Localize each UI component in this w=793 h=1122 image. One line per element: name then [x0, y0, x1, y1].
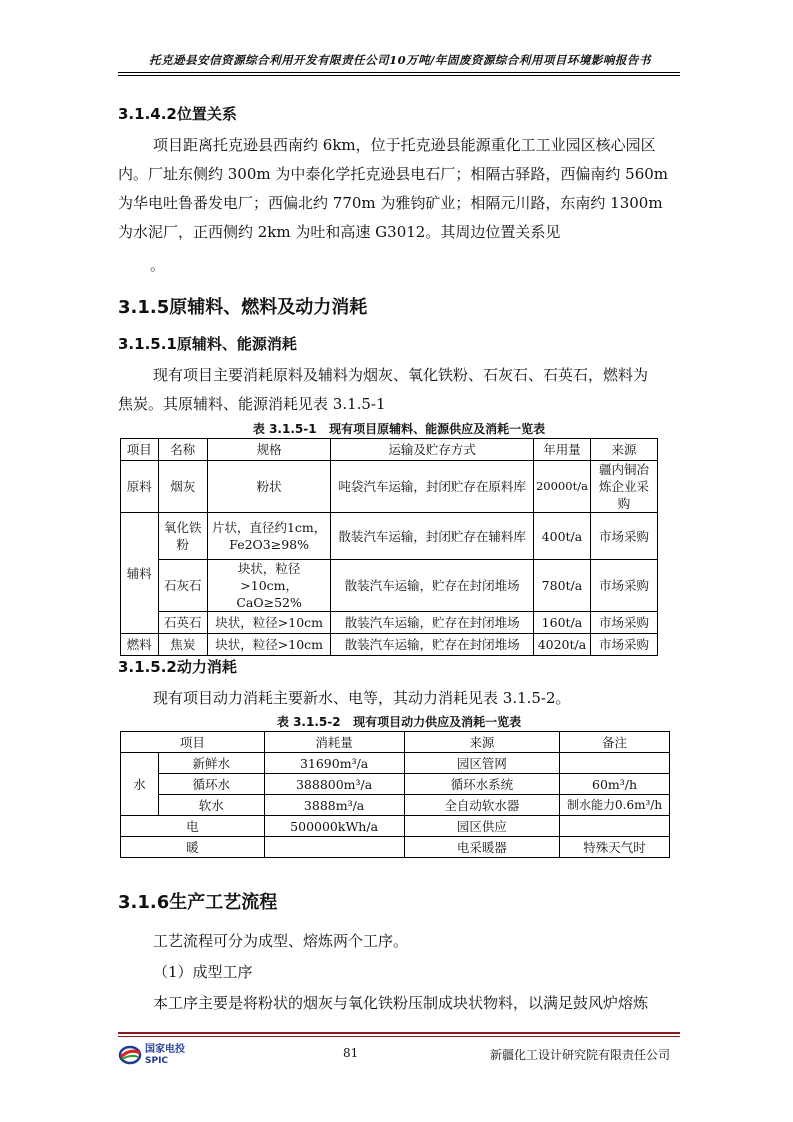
logo-cn: 国家电投	[145, 1044, 185, 1055]
paragraph-line: 现有项目主要消耗原料及辅料为烟灰、氧化铁粉、石灰石、石英石，燃料为	[153, 366, 649, 384]
cell-source: 市场采购	[590, 560, 657, 612]
cell-amount: 780t/a	[533, 560, 590, 612]
table-power-consumption	[120, 731, 670, 858]
cell-amount: 160t/a	[533, 612, 590, 634]
cell-source: 电采暖器	[404, 837, 560, 858]
cell-item: 新鲜水	[158, 753, 264, 774]
spic-logo	[118, 1043, 188, 1067]
table-row	[121, 612, 658, 634]
group-cell: 水	[121, 753, 159, 816]
header-rule	[118, 72, 680, 73]
cell-source: 全自动软水器	[404, 795, 560, 816]
column-header: 来源	[404, 732, 560, 753]
cell-amount: 400t/a	[533, 513, 590, 560]
header-rule-thin	[118, 75, 680, 76]
cell-spec: 粉状	[208, 461, 331, 513]
cell-source: 循环水系统	[404, 774, 560, 795]
cell-transport: 散装汽车运输，贮存在封闭堆场	[331, 560, 534, 612]
cell-source: 疆内铜冶炼企业采购	[590, 461, 657, 513]
cell-transport: 散装汽车运输，封闭贮存在辅料库	[331, 513, 534, 560]
column-header: 规格	[208, 439, 331, 461]
column-header: 运输及贮存方式	[331, 439, 534, 461]
group-cell: 辅料	[121, 513, 159, 634]
cell-note: 特殊天气时	[560, 837, 670, 858]
cell-item: 暖	[121, 837, 265, 858]
spic-logo-icon	[118, 1044, 142, 1066]
cell-transport: 散装汽车运输，贮存在封闭堆场	[331, 634, 534, 656]
paragraph-line: 焦炭。其原辅料、能源消耗见表 3.1.5-1	[118, 395, 386, 413]
cell-source: 市场采购	[590, 634, 657, 656]
table-row	[121, 753, 670, 774]
cell-note: 制水能力0.6m³/h	[560, 795, 670, 816]
cell-source: 市场采购	[590, 513, 657, 560]
cell-item: 电	[121, 816, 265, 837]
table-raw-materials	[120, 438, 658, 656]
paragraph-line: 现有项目动力消耗主要新水、电等，其动力消耗见表 3.1.5-2。	[153, 689, 571, 707]
table-header-row	[121, 439, 658, 461]
running-header: 托克逊县安信资源综合利用开发有限责任公司10万吨/年固废资源综合利用项目环境影响报告书	[149, 53, 651, 67]
cell-item: 软水	[158, 795, 264, 816]
logo-en: SPIC	[145, 1056, 169, 1066]
cell-name: 烟灰	[158, 461, 207, 513]
cell-item: 循环水	[158, 774, 264, 795]
cell-name: 石灰石	[158, 560, 207, 612]
cell-spec: 块状，粒径>10cm，CaO≥52%	[208, 560, 331, 612]
group-cell: 燃料	[121, 634, 159, 656]
cell-amount: 500000kWh/a	[264, 816, 404, 837]
paragraph-line: 内。厂址东侧约 300m 为中泰化学托克逊县电石厂；相隔古驿路，西偏南约 560m	[118, 165, 669, 183]
cell-amount: 31690m³/a	[264, 753, 404, 774]
cell-amount: 4020t/a	[533, 634, 590, 656]
cell-spec: 块状，粒径>10cm	[208, 634, 331, 656]
table-row	[121, 634, 658, 656]
table-row	[121, 560, 658, 612]
table-row	[121, 795, 670, 816]
table-header-row	[121, 732, 670, 753]
paragraph-line: 。	[150, 256, 166, 274]
group-cell: 原料	[121, 461, 159, 513]
cell-name: 石英石	[158, 612, 207, 634]
table2-caption: 表 3.1.5-2 现有项目动力供应及消耗一览表	[276, 715, 522, 729]
cell-spec: 片状，直径约1cm，Fe2O3≥98%	[208, 513, 331, 560]
paragraph-line: 为华电吐鲁番发电厂；西偏北约 770m 为雅钧矿业；相隔元川路，东南约 1300m	[118, 194, 663, 212]
section-315-heading: 3.1.5原辅料、燃料及动力消耗	[118, 297, 368, 318]
paragraph-line: 本工序主要是将粉状的烟灰与氧化铁粉压制成块状物料，以满足鼓风炉熔炼	[153, 994, 649, 1012]
cell-source: 园区供应	[404, 816, 560, 837]
cell-amount	[264, 837, 404, 858]
column-header: 年用量	[533, 439, 590, 461]
paragraph-line: 项目距离托克逊县西南约 6km，位于托克逊县能源重化工工业园区核心园区	[153, 136, 656, 154]
page-number: 81	[343, 1046, 359, 1060]
paragraph-line: （1）成型工序	[153, 963, 253, 981]
table-row	[121, 816, 670, 837]
table-row	[121, 837, 670, 858]
paragraph-line: 工艺流程可分为成型、熔炼两个工序。	[153, 932, 409, 950]
cell-name: 氧化铁粉	[158, 513, 207, 560]
table-row	[121, 513, 658, 560]
column-header: 项目	[121, 439, 159, 461]
section-3142-heading: 3.1.4.2位置关系	[118, 105, 237, 123]
column-header: 备注	[560, 732, 670, 753]
table1-caption: 表 3.1.5-1 现有项目原辅料、能源供应及消耗一览表	[252, 422, 546, 436]
footer-rule-thin	[118, 1036, 680, 1037]
column-header: 项目	[121, 732, 265, 753]
cell-note	[560, 753, 670, 774]
cell-spec: 块状，粒径>10cm	[208, 612, 331, 634]
column-header: 名称	[158, 439, 207, 461]
footer-company: 新疆化工设计研究院有限责任公司	[490, 1048, 671, 1062]
cell-source: 市场采购	[590, 612, 657, 634]
cell-transport: 散装汽车运输，贮存在封闭堆场	[331, 612, 534, 634]
table-row	[121, 774, 670, 795]
column-header: 消耗量	[264, 732, 404, 753]
cell-transport: 吨袋汽车运输，封闭贮存在原料库	[331, 461, 534, 513]
table-row	[121, 461, 658, 513]
cell-amount: 388800m³/a	[264, 774, 404, 795]
section-3151-heading: 3.1.5.1原辅料、能源消耗	[118, 335, 297, 353]
cell-source: 园区管网	[404, 753, 560, 774]
section-3152-heading: 3.1.5.2动力消耗	[118, 658, 237, 676]
cell-amount: 20000t/a	[533, 461, 590, 513]
cell-note: 60m³/h	[560, 774, 670, 795]
cell-amount: 3888m³/a	[264, 795, 404, 816]
cell-name: 焦炭	[158, 634, 207, 656]
section-316-heading: 3.1.6生产工艺流程	[118, 892, 278, 913]
paragraph-line: 为水泥厂，正西侧约 2km 为吐和高速 G3012。其周边位置关系见	[118, 223, 561, 241]
footer-rule	[118, 1032, 680, 1034]
column-header: 来源	[590, 439, 657, 461]
cell-note	[560, 816, 670, 837]
